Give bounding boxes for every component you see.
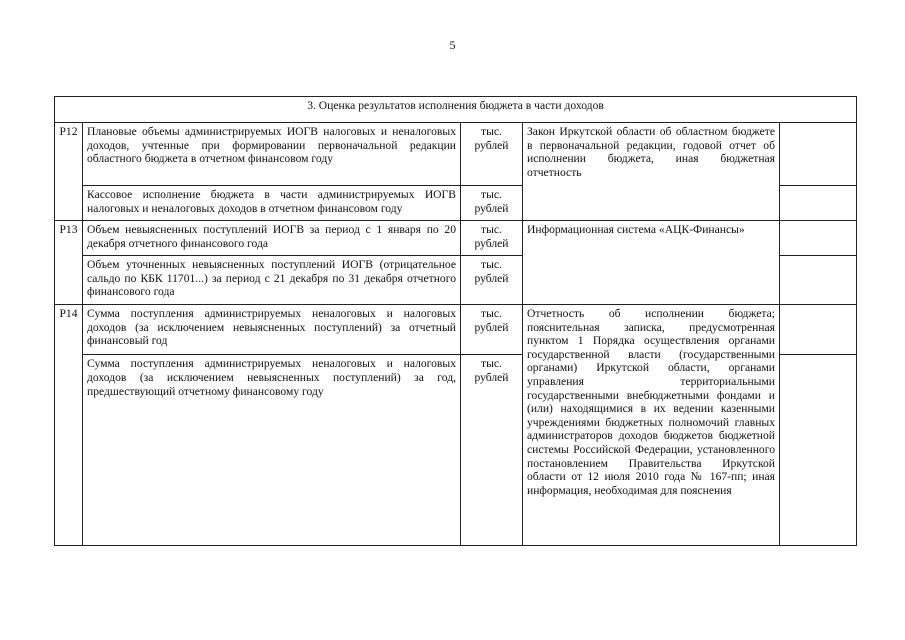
section-header-row [55,97,857,123]
indicator-unit: тыс. рублей [461,221,523,256]
empty-cell [780,186,857,221]
indicator-source: Информационная система «АЦК-Финансы» [523,221,780,305]
indicator-description: Плановые объемы администрируемых ИОГВ налоговых и неналоговых доходов, учтенные при формировании первоначальной редакции областного бюджета в отчетном финансовом году [83,123,461,186]
indicator-description: Сумма поступления администрируемых неналоговых и налоговых доходов (за исключением невыясненных поступлений) за год, предшествующий отчетному финансовому году [83,355,461,546]
indicator-description: Сумма поступления администрируемых неналоговых и налоговых доходов (за исключением невыясненных поступлений) за отчетный финансовый год [83,305,461,355]
indicator-unit: тыс. рублей [461,305,523,355]
indicator-code: Р12 [55,123,83,221]
evaluation-table [54,96,857,546]
empty-cell [780,355,857,546]
indicator-code: Р14 [55,305,83,546]
page-number: 5 [449,38,456,52]
indicator-code: Р13 [55,221,83,305]
indicator-description: Объем уточненных невыясненных поступлений ИОГВ (отрицательное сальдо по КБК 11701...) за период с 21 декабря по 31 декабря отчетного финансового года [83,256,461,305]
table-row [55,305,857,355]
section-title: 3. Оценка результатов исполнения бюджета в части доходов [55,97,857,123]
empty-cell [780,123,857,186]
indicator-source: Отчетность об исполнении бюджета; пояснительная записка, предусмотренная пунктом 1 Порядка осуществления органами государственной власти (государственными органами) Иркутской области, органами управления территориальными государственными внебюджетными фондами и (или) находящимися в их ведении казенными учреждениями бюджетных полномочий главных администраторов доходов бюджетов бюджетной системы Российской Федерации, установленного постановлением Правительства Иркутской области от 12 июля 2010 года № 167-пп; иная информация, необходимая для пояснения [527,307,775,497]
empty-cell [780,256,857,305]
indicator-unit: тыс. рублей [461,256,523,305]
indicator-description: Кассовое исполнение бюджета в части администрируемых ИОГВ налоговых и неналоговых доходов в отчетном финансовом году [83,186,461,221]
indicator-description: Объем невыясненных поступлений ИОГВ за период с 1 января по 20 декабря отчетного финансового года [83,221,461,256]
indicator-unit: тыс. рублей [461,123,523,186]
table-row [55,221,857,256]
indicator-unit: тыс. рублей [461,186,523,221]
empty-cell [780,221,857,256]
table-row [55,123,857,186]
indicator-unit: тыс. рублей [461,355,523,546]
empty-cell [780,305,857,355]
indicator-source: Закон Иркутской области об областном бюджете в первоначальной редакции, годовой отчет об исполнении бюджета, иная бюджетная отчетность [523,123,780,221]
indicator-source-cell [523,305,780,546]
